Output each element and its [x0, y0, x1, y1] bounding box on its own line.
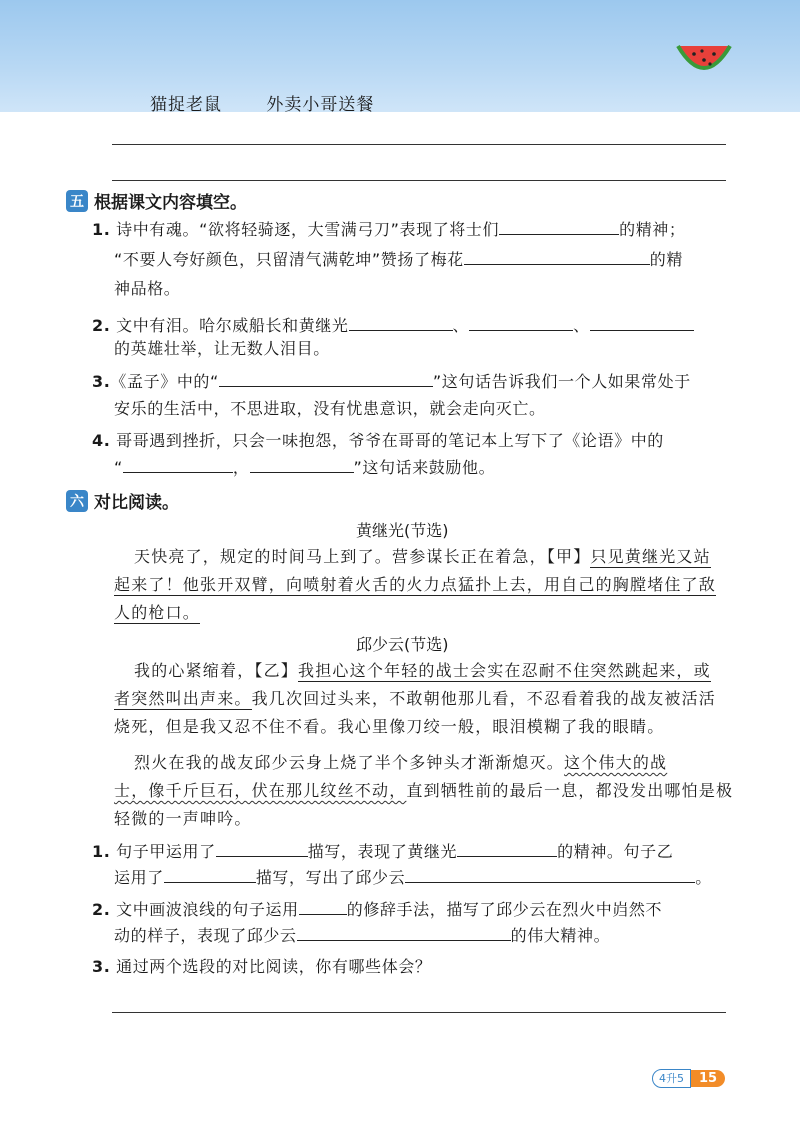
blank[interactable]	[464, 248, 650, 265]
passage2-title: 邱少云(节选)	[356, 635, 449, 654]
passage2-line3: 烧死，但是我又忍不住不看。我心里像刀绞一般，眼泪模糊了我的眼睛。	[114, 717, 665, 736]
blank[interactable]	[123, 456, 233, 473]
blank[interactable]	[297, 924, 511, 941]
passage1-line3: 人的枪口。	[114, 603, 201, 622]
page-grade: 4升5	[652, 1069, 691, 1088]
blank[interactable]	[590, 314, 694, 331]
blank[interactable]	[164, 866, 256, 883]
s5-q1-line3: 神品格。	[114, 279, 181, 298]
passage1-line2: 起来了！他张开双臂，向喷射着火舌的火力点猛扑上去，用自己的胸膛堵住了敌	[114, 575, 717, 594]
blank[interactable]	[216, 840, 308, 857]
answer-line[interactable]	[112, 180, 726, 181]
answer-line[interactable]	[112, 144, 726, 145]
blank[interactable]	[405, 866, 695, 883]
s5-q1-line2: “不要人夸好颜色，只留清气满乾坤”赞扬了梅花 的精	[114, 250, 683, 269]
passage1-title: 黄继光(节选)	[356, 521, 449, 540]
blank[interactable]	[457, 840, 557, 857]
s6-q1-line1: 1. 句子甲运用了 描写，表现了黄继光 的精神。句子乙	[92, 842, 674, 861]
section-badge: 六	[66, 490, 88, 512]
s6-q3-line1: 3. 通过两个选段的对比阅读，你有哪些体会？	[92, 957, 432, 976]
page-number	[652, 1068, 725, 1088]
page-number-value: 15	[691, 1070, 725, 1087]
blank[interactable]	[250, 456, 354, 473]
s5-q4-line1: 4. 哥哥遇到挫折，只会一味抱怨，爷爷在哥哥的笔记本上写下了《论语》中的	[92, 431, 664, 450]
s5-q1-line1: 1. 诗中有魂。“欲将轻骑逐，大雪满弓刀”表现了将士们 的精神；	[92, 220, 686, 239]
blank[interactable]	[349, 314, 453, 331]
section-badge: 五	[66, 190, 88, 212]
s5-q2-line1: 2. 文中有泪。哈尔威船长和黄继光 、 、	[92, 314, 694, 337]
top-words	[150, 90, 412, 115]
s6-q2-line1: 2. 文中画波浪线的句子运用 的修辞手法，描写了邱少云在烈火中岿然不	[92, 900, 663, 919]
s5-q3-line2: 安乐的生活中，不思进取，没有忧患意识，就会走向灭亡。	[114, 399, 546, 418]
blank[interactable]	[219, 370, 433, 387]
blank[interactable]	[499, 218, 619, 235]
word-2: 外卖小哥送餐	[266, 95, 375, 115]
s6-q2-line2: 动的样子，表现了邱少云 的伟大精神。	[114, 926, 611, 945]
s5-q3-line1: 3.《孟子》中的“ ”这句话告诉我们一个人如果常处于	[92, 372, 691, 391]
word-1: 猫捉老鼠	[150, 95, 222, 115]
section-title: 对比阅读。	[94, 493, 179, 513]
s6-q1-line2: 运用了 描写，写出了邱少云 。	[114, 868, 712, 887]
passage2-line1: 我的心紧缩着，【乙】我担心这个年轻的战士会实在忍耐不住突然跳起来，或	[134, 661, 711, 680]
blank[interactable]	[299, 898, 347, 915]
section-5-heading	[66, 188, 247, 213]
watermelon-icon	[676, 40, 732, 80]
passage2-line2: 者突然叫出声来。我几次回过头来，不敢朝他那儿看，不忍看着我的战友被活活	[114, 689, 717, 708]
s5-q4-line2: “ ， ”这句话来鼓励他。	[114, 458, 496, 477]
passage1-line1: 天快亮了，规定的时间马上到了。营参谋长正在着急，【甲】只见黄继光又站	[134, 547, 711, 566]
passage2-line5: 士，像千斤巨石，伏在那儿纹丝不动，直到牺牲前的最后一息，都没发出哪怕是极	[114, 781, 734, 800]
section-6-heading	[66, 488, 179, 513]
s5-q2-line2: 的英雄壮举，让无数人泪目。	[114, 339, 330, 358]
section-title: 根据课文内容填空。	[94, 193, 247, 213]
blank[interactable]	[469, 314, 573, 331]
passage2-line4: 烈火在我的战友邱少云身上烧了半个多钟头才渐渐熄灭。这个伟大的战	[134, 753, 668, 772]
passage2-line6: 轻微的一声呻吟。	[114, 809, 252, 828]
answer-line[interactable]	[112, 1012, 726, 1013]
